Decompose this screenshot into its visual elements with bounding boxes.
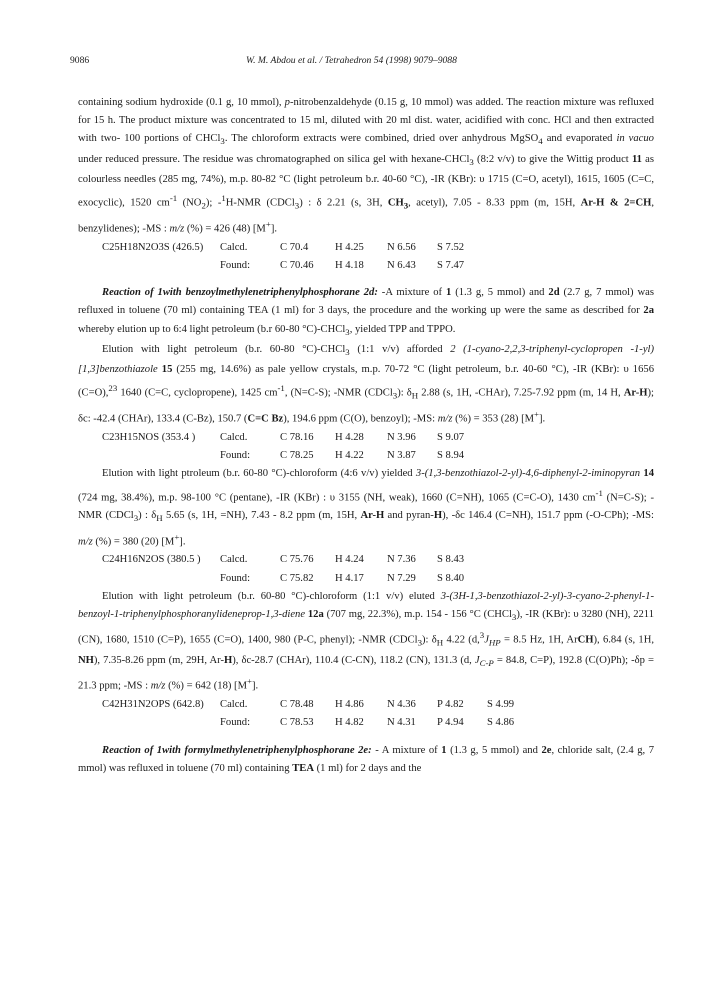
analysis-formula: C42H31N2OPS (642.8) — [102, 699, 204, 711]
paragraph-reaction-2d: Reaction of 1with benzoylmethylenetriphenylphosphorane 2d: -A mixture of 1 (1.3 g, 5 mmol) and 2d (2.7 g, 7 mmol) was refluxed in toluene (70 ml) containing TEA (1 ml) for 3 days, the procedure and the working up were the same as described for 2a whereby elution up to 6:4 light petroleum (b.r 60-80 °C)-CHCl$_3$, yielded TPP and TPPO. — [78, 287, 654, 337]
analysis-formula: C23H15NOS (353.4 ) — [102, 432, 196, 443]
elemental-analysis-14 — [78, 551, 654, 587]
paragraph-product-12a: Elution with light petroleum (b.r. 60-80 °C)-chloroform (1:1 v/v) eluted 3-(3H-1,3-benzothiazol-2-yl)-3-cyano-2-phenyl-1-benzoyl-1-triphenylphosphoranylideneprop-1,3-diene 12a (707 mg, 22.3%), m.p. 154 - 156 °C (CHCl$_3$), -IR (KBr): υ 3280 (NH), 2211 (CN), 1680, 1510 (C=P), 1655 (C=O), 1400, 980 (P-C, phenyl); -NMR (CDCl$_3$): $\delta_H$ 4.22 ($d,^3J_{HP} = 8.5$ Hz, 1H, ArCH), 6.84 (s, 1H, NH), 7.35-8.26 ppm (m, 29H, Ar-H), δc-28.7 (CHAr), 110.4 (C-CN), 118.2 (CN), 131.3 (d, $J_{C-P} = 84.8$, C=P), 192.8 (C(O)Ph); -δp = 21.3 ppm; -MS : m/z (%) = 642 (18) [M+]. — [78, 590, 655, 692]
paragraph-wittig-product-11: containing sodium hydroxide (0.1 g, 10 mmol), p-nitrobenzaldehyde (0.15 g, 10 mmol) was added. The reaction mixture was refluxed for 15 h. The product mixture was concentrated to 15 ml, diluted with 20 ml dist. water, acidified with conc. HCl and then extracted with two- 100 portions of CHCl$_3$. The chloroform extracts were combined, dried over anhydrous MgSO$_4$ and evaporated in vacuo under reduced pressure. The residue was chromatographed on silica gel with hexane-CHCl$_3$ (8:2 v/v) to give the Wittig product 11 as colourless needles (285 mg, 74%), m.p. 80-82 °C (light petroleum b.r. 40-60 °C), -IR (KBr): υ 1715 (C=O, acetyl), 1615, 1605 (C=C, exocyclic), 1520 $cm^{-1}$ $(NO_2)$; -$^1$H-NMR (CDCl$_3$) : δ 2.21 (s, 3H, $CH_3$, acetyl), 7.05 - 8.33 ppm (m, 15H, Ar-H & 2=CH, benzylidenes); -MS : m/z (%) = 426 (48) [M+]. — [78, 97, 654, 235]
analysis-formula: C24H16N2OS (380.5 ) — [102, 554, 201, 566]
analysis-calcd-row: C42H31N2OPS (642.8) Calcd. C 78.48 H 4.86 N 4.36 P 4.82 S 4.99 — [78, 696, 654, 714]
analysis-found-row: Found: C 75.82 H 4.17 N 7.29 S 8.40 — [220, 572, 465, 584]
elemental-analysis-12a — [78, 696, 654, 732]
section-heading-2e: Reaction of 1with formylmethylenetriphenylphosphorane 2e: — [102, 744, 372, 756]
page-number: 9086 — [70, 55, 90, 66]
paragraph-reaction-2e: Reaction of 1with formylmethylenetriphenylphosphorane 2e: - A mixture of 1 (1.3 g, 5 mmol) and 2e, chloride salt, (2.4 g, 7 mmol) was refluxed in toluene (70 ml) containing TEA (1 ml) for 2 days and the — [78, 744, 654, 774]
article-body — [78, 94, 654, 778]
analysis-formula: C25H18N2O3S (426.5) — [102, 241, 204, 253]
elemental-analysis-15 — [78, 429, 654, 465]
paragraph-product-14: Elution with light ptroleum (b.r. 60-80 °C)-chloroform (4:6 v/v) yielded 3-(1,3-benzothiazol-2-yl)-4,6-diphenyl-2-iminopyran 14 (724 mg, 38.4%), m.p. 98-100 °C (pentane), -IR (KBr) : υ 3155 (NH, weak), 1660 (C=NH), 1065 (C=C-O), 1430 $cm^{-1}$ (N=C-S); -NMR (CDCl$_3$) : $\delta_H$ 5.65 (s, 1H, =NH), 7.43 - 8.2 ppm (m, 15H, Ar-H and pyran-H), -δc 146.4 (C=NH), 151.7 ppm (-O-CPh); -MS: m/z (%) = 380 (20) [M+]. — [78, 468, 655, 548]
analysis-found-row: Found: C 78.25 H 4.22 N 3.87 S 8.94 — [220, 450, 465, 462]
analysis-calcd-row: C23H15NOS (353.4 ) Calcd. C 78.16 H 4.28 N 3.96 S 9.07 — [78, 429, 654, 447]
section-heading-2d: Reaction of 1with benzoylmethylenetriphenylphosphorane 2d: — [102, 287, 378, 299]
analysis-found-row: Found: C 78.53 H 4.82 N 4.31 P 4.94 S 4.86 — [220, 717, 515, 729]
running-head — [70, 52, 654, 68]
paragraph-product-15: Elution with light petroleum (b.r. 60-80 °C)-CHCl$_3$ (1:1 v/v) afforded 2 (1-cyano-2,2,3-triphenyl-cyclopropen -1-yl)[1,3]benzothiazole 15 (255 mg, 14.6%) as pale yellow crystals, m.p. 70-72 °C (light petroleum, b.r. 40-60 °C), -IR (KBr): υ 1656 (C=O),$^{23}$ 1640 (C=C, cyclopropene), 1425 $cm^{-1}$, (N=C-S); -NMR (CDCl$_3$): $\delta_H$ 2.88 (s, 1H, -CHAr), 7.25-7.92 ppm (m, 14 H, Ar-H); δc: -42.4 (CHAr), 133.4 (C-Bz), 150.7 (C=C Bz), 194.6 ppm (C(O), benzoyl); -MS: m/z (%) = 353 (28) [M+]. — [78, 343, 654, 425]
analysis-found-row: Found: C 70.46 H 4.18 N 6.43 S 7.47 — [220, 260, 465, 271]
journal-reference: W. M. Abdou et al. / Tetrahedron 54 (1998) 9079–9088 — [246, 55, 457, 66]
elemental-analysis-11 — [78, 239, 654, 275]
analysis-calcd-row: C24H16N2OS (380.5 ) Calcd. C 75.76 H 4.24 N 7.36 S 8.43 — [78, 551, 654, 569]
analysis-calcd-row: C25H18N2O3S (426.5) Calcd. C 70.4 H 4.25 N 6.56 S 7.52 — [78, 239, 654, 257]
